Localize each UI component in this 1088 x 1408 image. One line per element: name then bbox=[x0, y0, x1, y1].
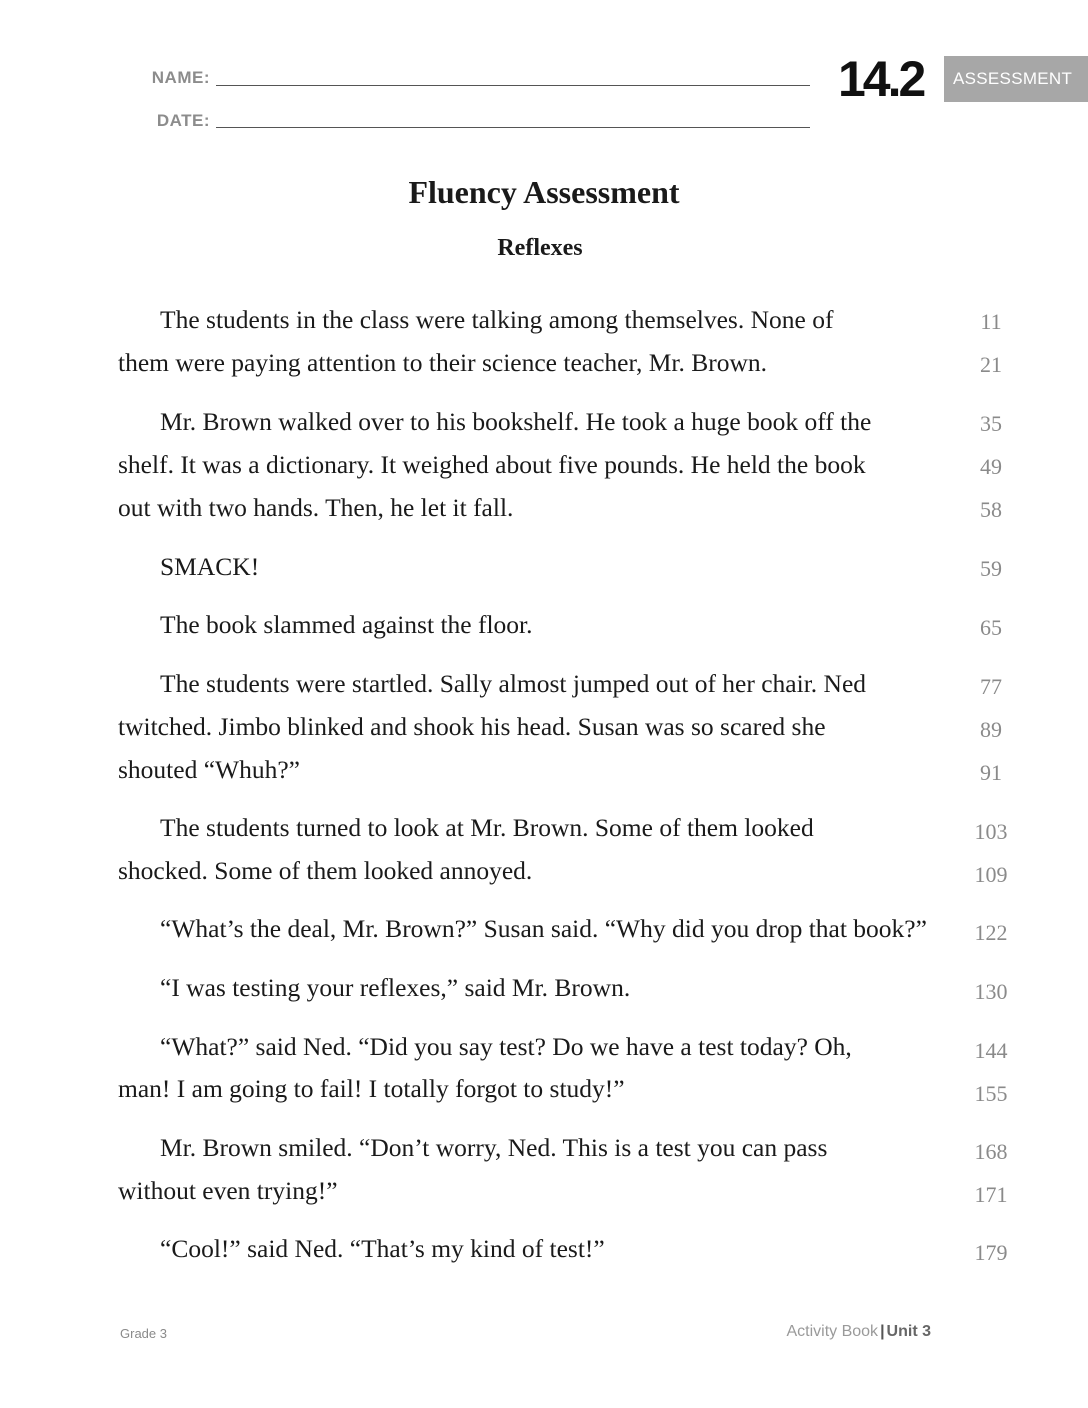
word-count: 58 bbox=[980, 497, 1002, 522]
passage-line: The students were startled. Sally almost jumped out of her chair. Ned bbox=[160, 669, 867, 698]
word-count: 59 bbox=[980, 556, 1002, 581]
word-count: 144 bbox=[974, 1038, 1008, 1063]
word-count: 77 bbox=[980, 674, 1002, 699]
passage-line: Mr. Brown smiled. “Don’t worry, Ned. This is a test you can pass bbox=[160, 1133, 828, 1162]
word-count: 21 bbox=[980, 352, 1002, 377]
passage-line: SMACK! bbox=[160, 552, 260, 581]
word-count: 91 bbox=[980, 760, 1002, 785]
footer-book: Activity Book bbox=[786, 1323, 879, 1340]
passage-line: “I was testing your reflexes,” said Mr. Brown. bbox=[160, 973, 631, 1002]
page-title: Fluency Assessment bbox=[408, 174, 680, 210]
word-count: 155 bbox=[974, 1081, 1008, 1106]
passage-line: shelf. It was a dictionary. It weighed about five pounds. He held the book bbox=[118, 450, 866, 479]
passage-line: out with two hands. Then, he let it fall. bbox=[118, 493, 514, 522]
passage-title: Reflexes bbox=[497, 235, 583, 261]
word-count: 89 bbox=[980, 717, 1002, 742]
word-count: 109 bbox=[974, 862, 1008, 887]
word-count: 11 bbox=[980, 309, 1002, 334]
word-count: 168 bbox=[974, 1139, 1008, 1164]
passage-line: twitched. Jimbo blinked and shook his head. Susan was so scared she bbox=[118, 712, 826, 741]
word-count: 65 bbox=[980, 615, 1002, 640]
date-label: DATE: bbox=[156, 111, 210, 130]
footer-unit: Unit 3 bbox=[886, 1323, 931, 1340]
passage-line: “What’s the deal, Mr. Brown?” Susan said. “Why did you drop that book?” bbox=[160, 914, 927, 943]
passage-line: “Cool!” said Ned. “That’s my kind of test!” bbox=[160, 1234, 605, 1263]
passage-line: them were paying attention to their science teacher, Mr. Brown. bbox=[118, 348, 768, 377]
passage-line: shocked. Some of them looked annoyed. bbox=[118, 856, 533, 885]
word-count: 49 bbox=[980, 454, 1002, 479]
name-label: NAME: bbox=[151, 68, 210, 87]
date-field[interactable] bbox=[216, 127, 810, 128]
word-count: 122 bbox=[974, 920, 1008, 945]
passage-line: The students turned to look at Mr. Brown. Some of them looked bbox=[160, 813, 814, 842]
footer-grade: Grade 3 bbox=[120, 1326, 167, 1341]
word-count: 130 bbox=[974, 979, 1008, 1004]
assessment-tab: ASSESSMENT bbox=[944, 56, 1088, 102]
name-field[interactable] bbox=[216, 85, 810, 86]
word-count: 171 bbox=[974, 1182, 1008, 1207]
passage-line: Mr. Brown walked over to his bookshelf. He took a huge book off the bbox=[160, 407, 872, 436]
word-count: 179 bbox=[974, 1240, 1008, 1265]
passage-line: The book slammed against the floor. bbox=[160, 610, 533, 639]
passage-line: “What?” said Ned. “Did you say test? Do we have a test today? Oh, bbox=[160, 1032, 852, 1061]
passage-line: without even trying!” bbox=[118, 1176, 338, 1205]
lesson-number: 14.2 bbox=[838, 51, 924, 107]
passage-line: man! I am going to fail! I totally forgot to study!” bbox=[118, 1074, 625, 1103]
word-count: 35 bbox=[980, 411, 1002, 436]
passage-line: The students in the class were talking among themselves. None of bbox=[160, 305, 834, 334]
passage-line: shouted “Whuh?” bbox=[118, 755, 300, 784]
footer-separator: | bbox=[880, 1323, 885, 1340]
word-count: 103 bbox=[974, 819, 1008, 844]
footer-book-unit bbox=[786, 1323, 931, 1341]
